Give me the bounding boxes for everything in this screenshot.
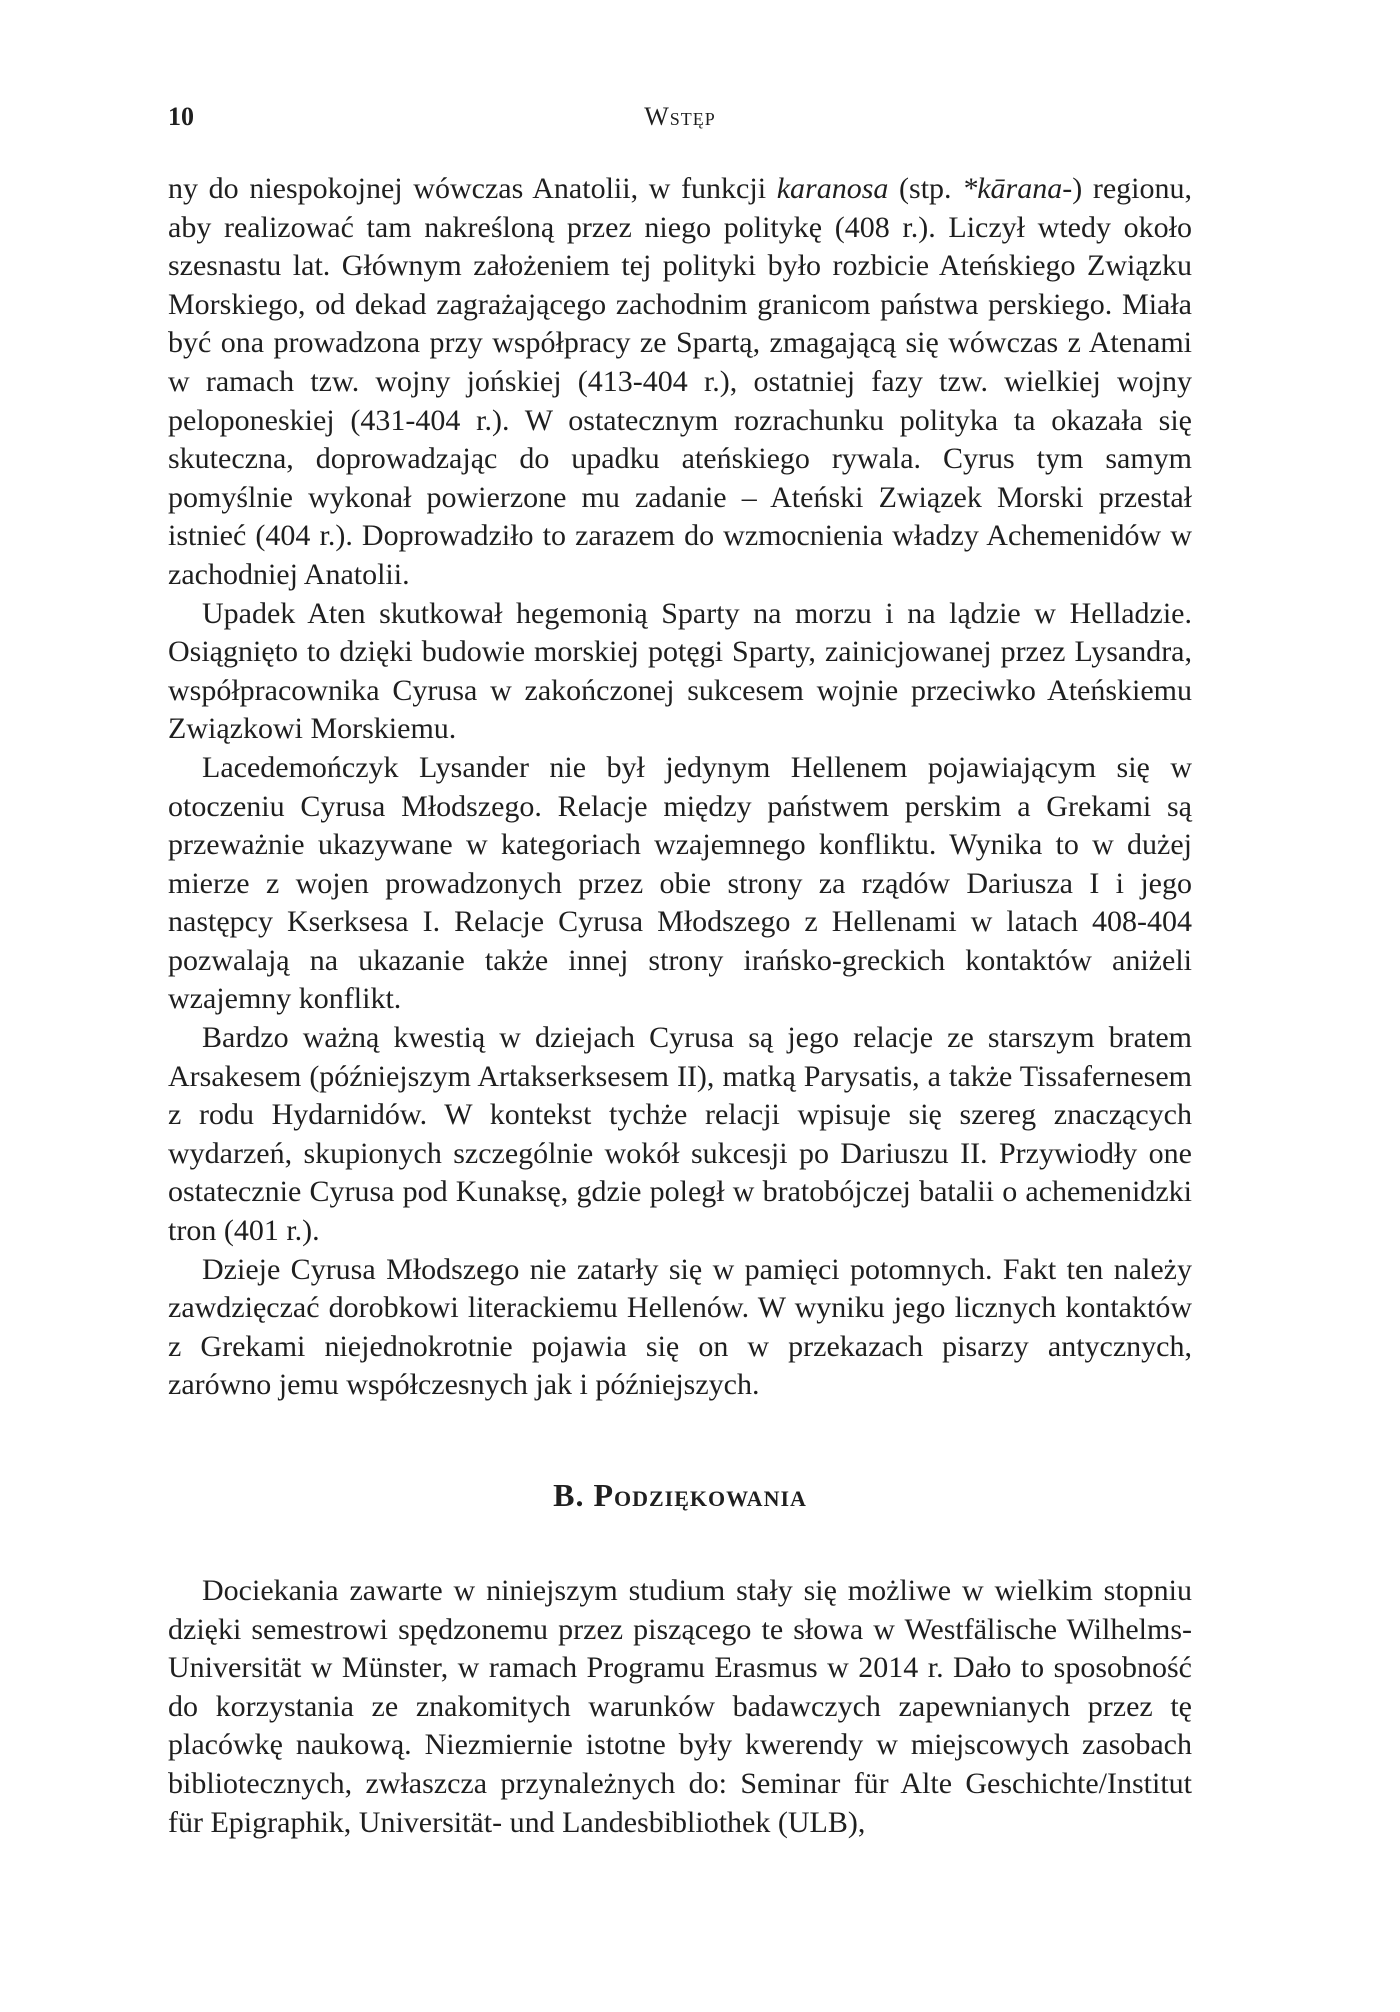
body-text <box>168 170 1192 1842</box>
book-page <box>168 96 1192 1842</box>
paragraph-3: Lacedemończyk Lysander nie był jedynym Hellenem pojawiającym się w otoczeniu Cyrusa Młodszego. Relacje między państwem perskim a Grekami są przeważnie ukazywane w kategoriach wzajemnego konfliktu. Wynika to w dużej mierze z wojen prowadzonych przez obie strony za rządów Dariusza I i jego następcy Kserksesa I. Relacje Cyrusa Młodszego z Hellenami w latach 408-404 pozwalają na ukazanie także innej strony irańsko-greckich kontaktów aniżeli wzajemny konflikt. <box>168 750 1192 1016</box>
page-number: 10 <box>168 102 194 131</box>
paragraph-2: Upadek Aten skutkował hegemonią Sparty na morzu i na lądzie w Helladzie. Osiągnięto to dzięki budowie morskiej potęgi Sparty, zainicjowanej przez Lysandra, współpracownika Cyrusa w zakończonej sukcesem wojnie przeciwko Ateńskiemu Związkowi Morskiemu. <box>168 596 1192 746</box>
paragraph-4: Bardzo ważną kwestią w dziejach Cyrusa są jego relacje ze starszym bratem Arsakesem (późniejszym Artakserksesem II), matką Parysatis, a także Tissafernesem z rodu Hydarnidów. W kontekst tychże relacji wpisuje się szereg znaczących wydarzeń, skupionych szczególnie wokół sukcesji po Dariuszu II. Przywiodły one ostatecznie Cyrusa pod Kunaksę, gdzie poległ w bratobójczej batalii o achemenidzki tron (401 r.). <box>168 1021 1192 1248</box>
paragraph-1: ny do niespokojnej wówczas Anatolii, w funkcji karanosa (stp. *kārana-) regionu, aby realizować tam nakreśloną przez niego politykę (408 r.). Liczył wtedy około szesnastu lat. Głównym założeniem tej polityki było rozbicie Ateńskiego Związku Morskiego, od dekad zagrażającego zachodnim granicom państwa perskiego. Miała być ona prowadzona przy współpracy ze Spartą, zmagającą się wówczas z Atenami w ramach tzw. wojny jońskiej (413-404 r.), ostatniej fazy tzw. wielkiej wojny peloponeskiej (431-404 r.). W ostatecznym rozrachunku polityka ta okazała się skuteczna, doprowadzając do upadku ateńskiego rywala. Cyrus tym samym pomyślnie wykonał powierzone mu zadanie – Ateński Związek Morski przestał istnieć (404 r.). Doprowadziło to zarazem do wzmocnienia władzy Achemenidów w zachodniej Anatolii. <box>168 172 1192 591</box>
acknowledgements-paragraph: Dociekania zawarte w niniejszym studium stały się możliwe w wielkim stopniu dzięki semestrowi spędzonemu przez piszącego te słowa w Westfälische Wilhelms-Universität w Münster, w ramach Programu Erasmus w 2014 r. Dało to sposobność do korzystania ze znakomitych warunków badawczych zapewnianych przez tę placówkę naukową. Niezmiernie istotne były kwerendy w miejscowych zasobach bibliotecznych, zwłaszcza przynależnych do: Seminar für Alte Geschichte/Institut für Epigraphik, Universität- und Landesbibliothek (ULB), <box>168 1574 1192 1839</box>
running-title: Wstęp <box>644 102 716 131</box>
paragraph-5: Dzieje Cyrusa Młodszego nie zatarły się w pamięci potomnych. Fakt ten należy zawdzięczać dorobkowi literackiemu Hellenów. W wyniku jego licznych kontaktów z Grekami niejednokrotnie pojawia się on w przekazach pisarzy antycznych, zarówno jemu współczesnych jak i późniejszych. <box>168 1252 1192 1402</box>
running-head <box>168 96 1192 136</box>
section-heading: B. Podziękowania <box>553 1477 807 1513</box>
